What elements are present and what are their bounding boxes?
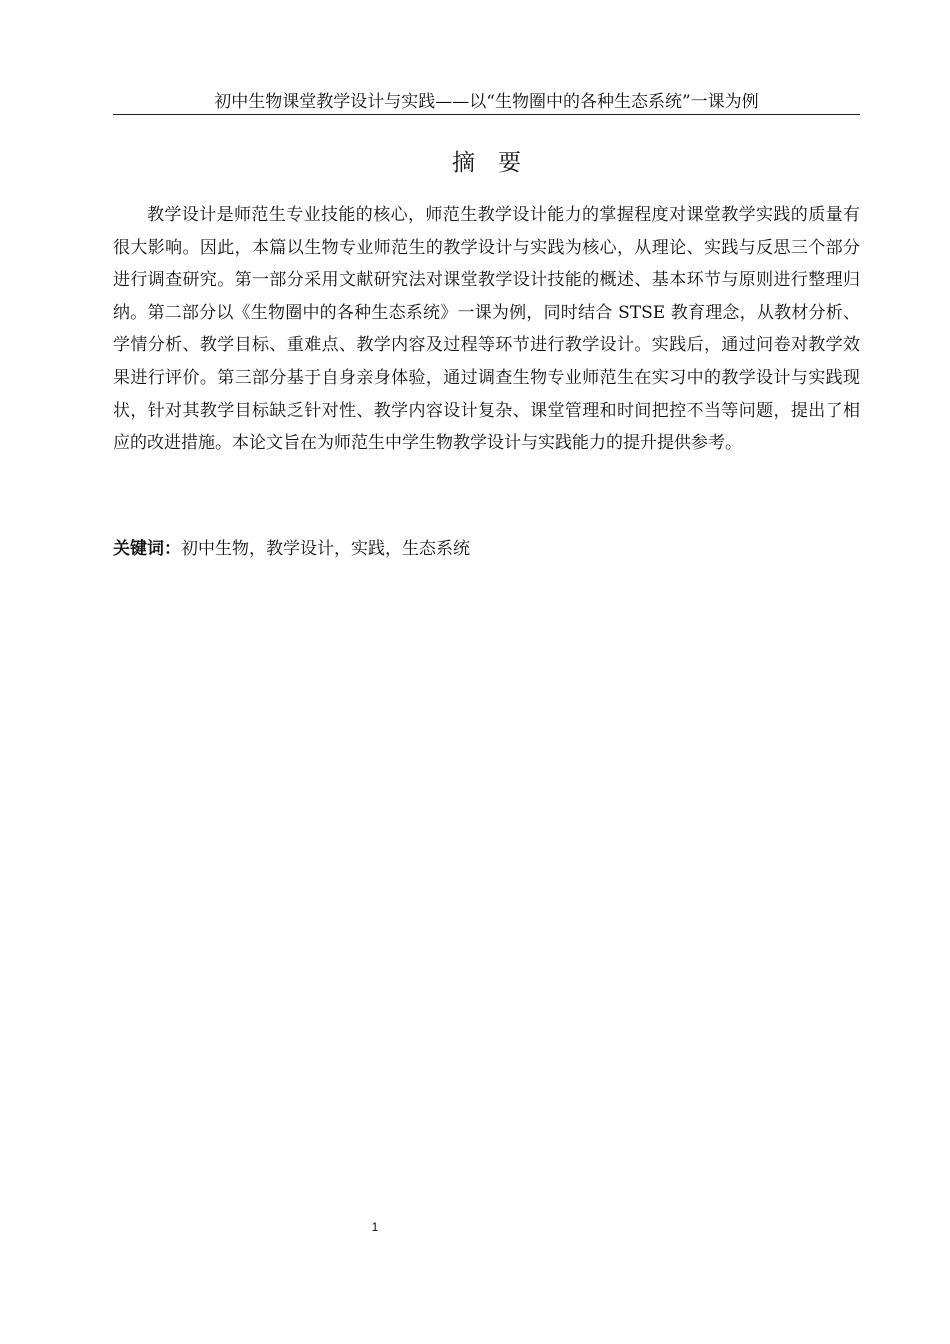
keywords-label: 关键词： bbox=[113, 539, 181, 559]
keywords-text: 初中生物，教学设计，实践，生态系统 bbox=[181, 539, 470, 559]
abstract-body: 教学设计是师范生专业技能的核心，师范生教学设计能力的掌握程度对课堂教学实践的质量有很大影响。因此，本篇以生物专业师范生的教学设计与实践为核心，从理论、实践与反思三个部分进行调查研究。第一部分采用文献研究法对课堂教学设计技能的概述、基本环节与原则进行整理归纳。第二部分以《生物圈中的各种生态系统》一课为例，同时结合 STSE 教育理念，从教材分析、学情分析、教学目标、重难点、教学内容及过程等环节进行教学设计。实践后，通过问卷对教学效果进行评价。第三部分基于自身亲身体验，通过调查生物专业师范生在实习中的教学设计与实践现状，针对其教学目标缺乏针对性、教学内容设计复杂、课堂管理和时间把控不当等问题，提出了相应的改进措施。本论文旨在为师范生中学生物教学设计与实践能力的提升提供参考。 bbox=[113, 205, 860, 454]
header-divider bbox=[113, 114, 860, 115]
running-header: 初中生物课堂教学设计与实践——以“生物圈中的各种生态系统”一课为例 bbox=[214, 92, 759, 112]
keywords-line bbox=[113, 535, 860, 563]
abstract-title: 摘 要 bbox=[452, 150, 521, 176]
page-number: 1 bbox=[371, 1220, 379, 1234]
